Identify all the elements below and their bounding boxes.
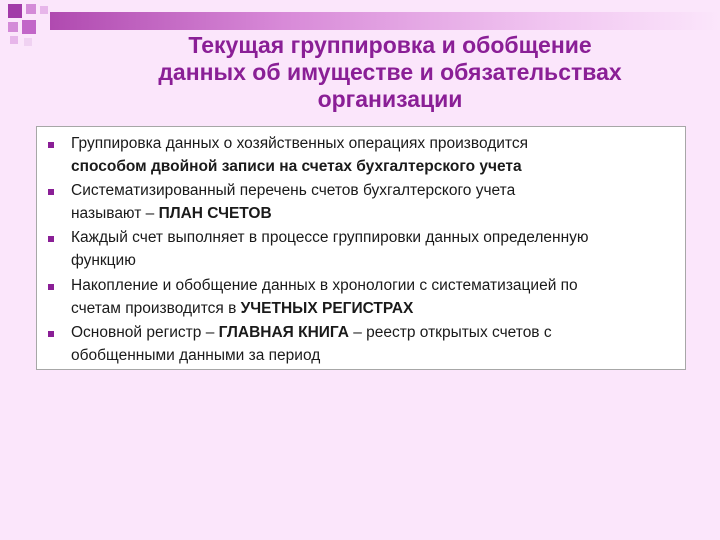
square-bullet-icon <box>48 331 54 337</box>
deco-square <box>8 4 22 18</box>
title-line: организации <box>317 86 463 112</box>
title-line: данных об имуществе и обязательствах <box>158 59 622 85</box>
bullet-line: Систематизированный перечень счетов бухгалтерского учета <box>71 182 516 199</box>
bullet-text-bold: УЧЕТНЫХ РЕГИСТРАХ <box>240 300 414 317</box>
bullet-text <box>71 226 683 272</box>
bullet-text-bold: ПЛАН СЧЕТОВ <box>158 205 272 222</box>
bullet-line: Накопление и обобщение данных в хронологии с систематизацией по <box>71 277 578 294</box>
bullet-text <box>71 274 683 320</box>
square-bullet-icon <box>48 189 54 195</box>
bullet-text-plain: – реестр открытых счетов с <box>348 324 552 341</box>
deco-square <box>24 38 32 46</box>
bullet-line: Группировка данных о хозяйственных операциях производится <box>71 135 528 152</box>
deco-square <box>8 22 18 32</box>
deco-square <box>10 36 18 44</box>
deco-square <box>26 4 36 14</box>
bullet-line: функцию <box>71 252 136 269</box>
bullet-text-plain: называют – <box>71 205 159 222</box>
bullet-text <box>71 321 683 367</box>
bullet-text-plain: Основной регистр – <box>71 324 219 341</box>
header-gradient-bar <box>50 12 720 30</box>
bullet-line: обобщенными данными за период <box>71 347 321 364</box>
bullet-text-bold: ГЛАВНАЯ КНИГА <box>218 324 349 341</box>
square-bullet-icon <box>48 142 54 148</box>
square-bullet-icon <box>48 236 54 242</box>
content-box <box>36 126 686 370</box>
bullet-line: Каждый счет выполняет в процессе группировки данных определенную <box>71 229 589 246</box>
slide-title <box>90 32 690 113</box>
deco-square <box>40 6 48 14</box>
square-bullet-icon <box>48 284 54 290</box>
bullet-line <box>71 297 683 320</box>
bullet-text-plain: счетам производится в <box>71 300 241 317</box>
deco-square <box>22 20 36 34</box>
bullet-line <box>71 321 683 344</box>
bullet-text <box>71 132 683 178</box>
bullet-line <box>71 202 683 225</box>
title-line: Текущая группировка и обобщение <box>188 32 592 58</box>
bullet-line-bold: способом двойной записи на счетах бухгалтерского учета <box>71 158 522 175</box>
bullet-text <box>71 179 683 225</box>
